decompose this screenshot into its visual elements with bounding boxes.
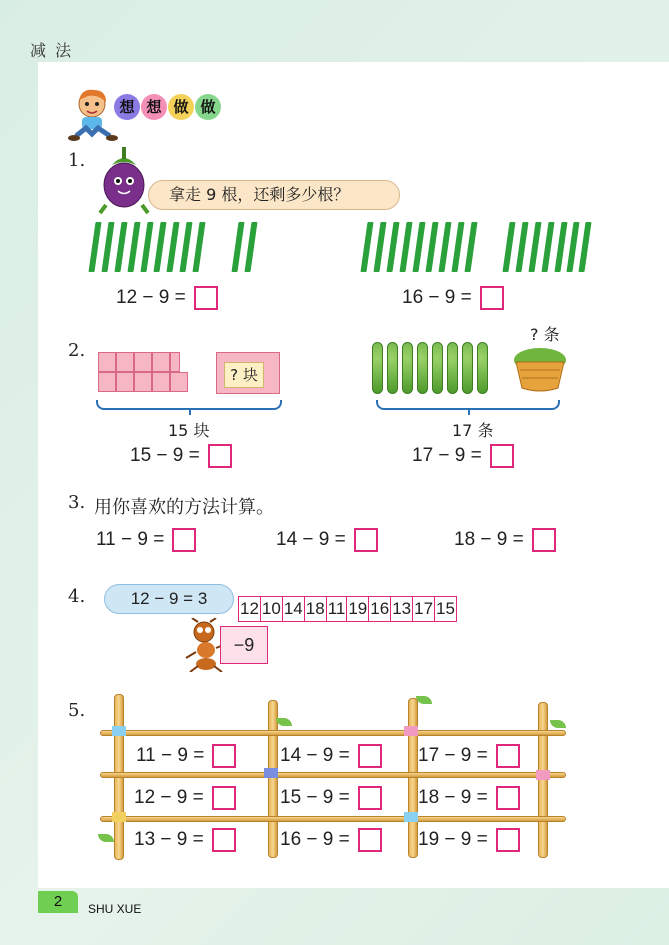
answer-box[interactable] [490, 444, 514, 468]
question-number: 4. [68, 586, 86, 607]
stick [179, 222, 192, 272]
sticks-group-right [364, 222, 574, 274]
page-number: 2 [38, 891, 78, 913]
stick [412, 222, 425, 272]
answer-box[interactable] [354, 528, 378, 552]
answer-box[interactable] [496, 744, 520, 768]
cube-blocks-left [98, 352, 198, 394]
tape-number: 14 [283, 597, 305, 621]
equation-text: 14 − 9 = [280, 745, 350, 766]
stick [101, 222, 114, 272]
stick [438, 222, 451, 272]
stick [166, 222, 179, 272]
eggplant-character-illustration [96, 143, 152, 215]
stick [541, 222, 554, 272]
cube-blocks-right [216, 352, 280, 394]
tape-number: 13 [391, 597, 413, 621]
equation [136, 744, 236, 768]
question-number: 2. [68, 340, 86, 361]
equation-text: 17 − 9 = [412, 445, 482, 466]
stick [231, 222, 244, 272]
answer-box[interactable] [212, 786, 236, 810]
tape-number: 17 [413, 597, 435, 621]
equation [280, 744, 382, 768]
stick [502, 222, 515, 272]
answer-box[interactable] [194, 286, 218, 310]
footer-brand: SHU XUE [88, 902, 142, 916]
title-char: 做 [195, 94, 221, 120]
equation-text: 14 − 9 = [276, 529, 346, 550]
tape-number: 16 [369, 597, 391, 621]
title-char: 想 [141, 94, 167, 120]
section-title-think-and-do [114, 94, 221, 120]
equation-text: 11 − 9 = [96, 529, 165, 550]
beans-row [372, 342, 502, 396]
tape-number: 12 [239, 597, 261, 621]
title-char: 想 [114, 94, 140, 120]
brace-right [376, 400, 560, 410]
equation [280, 828, 382, 852]
equation [402, 286, 504, 310]
title-char: 做 [168, 94, 194, 120]
answer-box[interactable] [358, 744, 382, 768]
stick [373, 222, 386, 272]
stick [464, 222, 477, 272]
equation-text: 18 − 9 = [418, 787, 488, 808]
answer-box[interactable] [358, 786, 382, 810]
stick [425, 222, 438, 272]
brace-left [96, 400, 282, 410]
answer-box[interactable] [532, 528, 556, 552]
equation [130, 444, 232, 468]
equation-text: 13 − 9 = [134, 829, 204, 850]
equation-text: 15 − 9 = [280, 787, 350, 808]
equation [418, 744, 520, 768]
equation-text: 11 − 9 = [136, 745, 205, 766]
stick [528, 222, 541, 272]
unknown-blocks-label: ? 块 [224, 362, 264, 388]
question-number: 1. [68, 150, 86, 171]
question-number: 3. [68, 492, 86, 513]
equation [96, 528, 196, 552]
equation [116, 286, 218, 310]
stick [554, 222, 567, 272]
tape-number: 15 [435, 597, 457, 621]
equation-text: 12 − 9 = [134, 787, 204, 808]
tape-number: 19 [347, 597, 369, 621]
tape-number: 11 [327, 597, 348, 621]
answer-box[interactable] [208, 444, 232, 468]
equation-text: 19 − 9 = [418, 829, 488, 850]
answer-box[interactable] [480, 286, 504, 310]
question-prompt: 用你喜欢的方法计算。 [94, 497, 274, 518]
equation-text: 16 − 9 = [402, 287, 472, 308]
equation-text: 12 − 9 = [116, 287, 186, 308]
stick [127, 222, 140, 272]
equation [134, 786, 236, 810]
equation [134, 828, 236, 852]
equation-text: 18 − 9 = [454, 529, 524, 550]
tape-number: 10 [261, 597, 283, 621]
question-number: 5. [68, 700, 86, 721]
stick [140, 222, 153, 272]
answer-box[interactable] [358, 828, 382, 852]
sticks-group-left [92, 222, 252, 274]
equation [418, 786, 520, 810]
tape-number: 18 [305, 597, 327, 621]
beans-unknown-label: ? 条 [530, 325, 560, 344]
equation-text: 15 − 9 = [130, 445, 200, 466]
equation-text: 17 − 9 = [418, 745, 488, 766]
equation [280, 786, 382, 810]
stick [515, 222, 528, 272]
stick [386, 222, 399, 272]
total-blocks-label: 15 块 [168, 421, 210, 440]
answer-bubble: 12 − 9 = 3 [104, 584, 234, 614]
stick [399, 222, 412, 272]
answer-box[interactable] [496, 786, 520, 810]
answer-box[interactable] [172, 528, 196, 552]
minus-nine-machine: −9 [220, 626, 268, 664]
equation [454, 528, 556, 552]
total-beans-label: 17 条 [452, 421, 494, 440]
stick [451, 222, 464, 272]
equation [412, 444, 514, 468]
equation [418, 828, 520, 852]
speech-bubble: 拿走 9 根，还剩多少根？ [148, 180, 400, 210]
answer-box[interactable] [212, 744, 236, 768]
equation-text: 16 − 9 = [280, 829, 350, 850]
basket-of-beans-illustration [510, 342, 570, 394]
stick [153, 222, 166, 272]
number-tape [238, 596, 457, 622]
answer-box[interactable] [496, 828, 520, 852]
stick [114, 222, 127, 272]
equation [276, 528, 378, 552]
boy-mascot-illustration [68, 86, 118, 142]
stick [192, 222, 205, 272]
answer-box[interactable] [212, 828, 236, 852]
header-title: 减 法 [30, 41, 74, 60]
